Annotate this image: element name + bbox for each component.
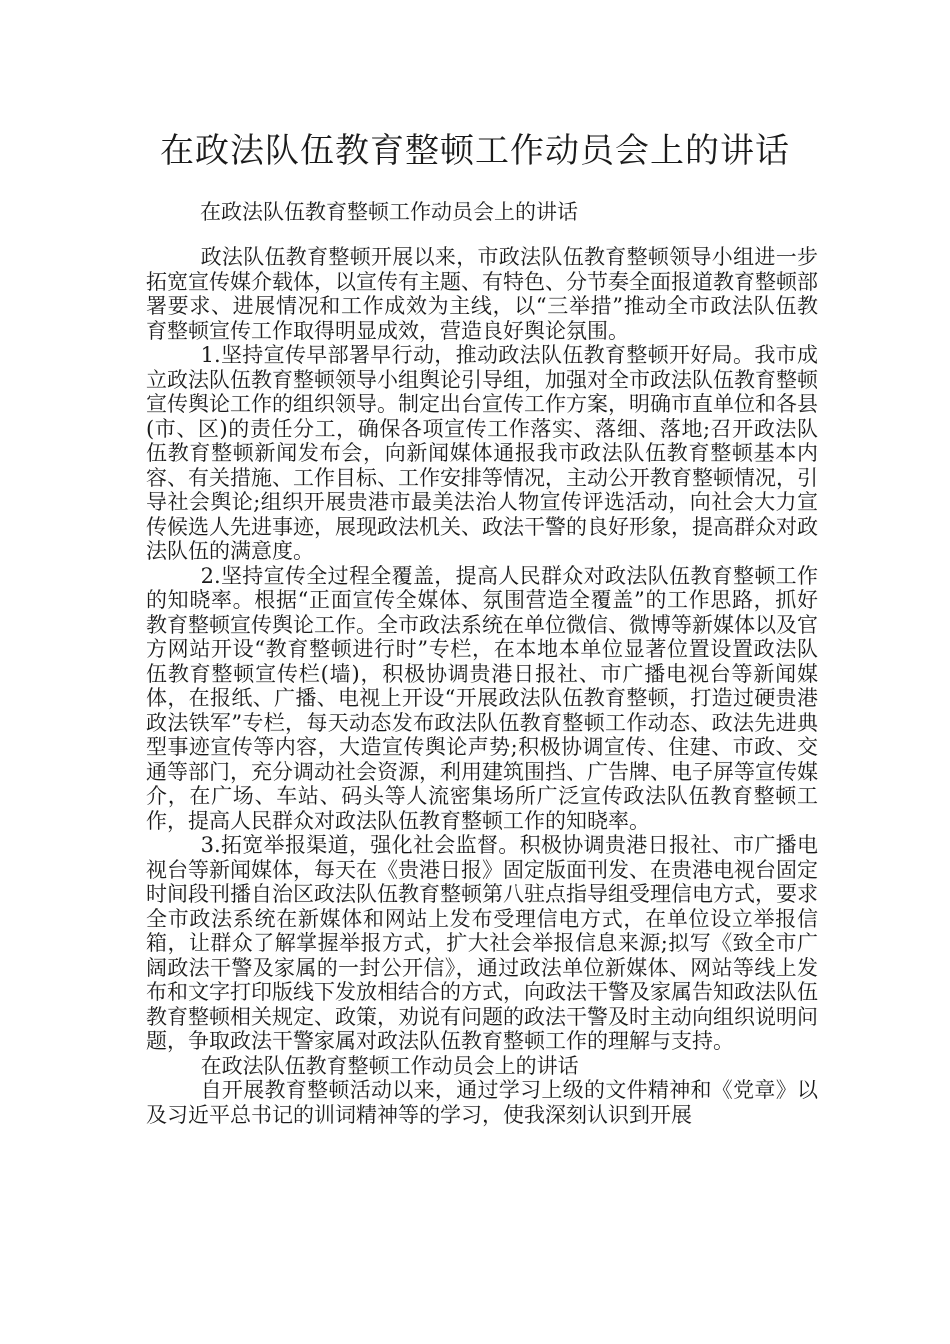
paragraph-point-2: 2.坚持宣传全过程全覆盖，提高人民群众对政法队伍教育整顿工作的知晓率。根据“正面宣传全媒体、氛围营造全覆盖”的工作思路，抓好教育整顿宣传舆论工作。全市政法系统在单位微信、微博等新媒体以及官方网站开设“教育整顿进行时”专栏，在本地本单位显著位置设置政法队伍教育整顿宣传栏(墙)，积极协调贵港日报社、市广播电视台等新闻媒体，在报纸、广播、电视上开设“开展政法队伍教育整顿，打造过硬贵港政法铁军”专栏，每天动态发布政法队伍教育整顿工作动态、政法先进典型事迹宣传等内容，大造宣传舆论声势;积极协调宣传、住建、市政、交通等部门，充分调动社会资源，利用建筑围挡、广告牌、电子屏等宣传媒介，在广场、车站、码头等人流密集场所广泛宣传政法队伍教育整顿工作，提高人民群众对政法队伍教育整顿工作的知晓率。 bbox=[146, 563, 818, 833]
paragraph-section-intro: 自开展教育整顿活动以来，通过学习上级的文件精神和《党章》以及习近平总书记的训词精神等的学习，使我深刻认识到开展 bbox=[146, 1078, 818, 1127]
document-subtitle: 在政法队伍教育整顿工作动员会上的讲话 bbox=[200, 200, 578, 224]
paragraph-intro: 政法队伍教育整顿开展以来，市政法队伍教育整顿领导小组进一步拓宽宣传媒介载体，以宣传有主题、有特色、分节奏全面报道教育整顿部署要求、进展情况和工作成效为主线，以“三举措”推动全市政法队伍教育整顿宣传工作取得明显成效，营造良好舆论氛围。 bbox=[146, 245, 818, 343]
document-body bbox=[146, 245, 818, 1127]
paragraph-point-1: 1.坚持宣传早部署早行动，推动政法队伍教育整顿开好局。我市成立政法队伍教育整顿领导小组舆论引导组，加强对全市政法队伍教育整顿宣传舆论工作的组织领导。制定出台宣传工作方案，明确市直单位和各县(市、区)的责任分工，确保各项宣传工作落实、落细、落地;召开政法队伍教育整顿新闻发布会，向新闻媒体通报我市政法队伍教育整顿基本内容、有关措施、工作目标、工作安排等情况，主动公开教育整顿情况，引导社会舆论;组织开展贵港市最美法治人物宣传评选活动，向社会大力宣传候选人先进事迹，展现政法机关、政法干警的良好形象，提高群众对政法队伍的满意度。 bbox=[146, 343, 818, 563]
document-title: 在政法队伍教育整顿工作动员会上的讲话 bbox=[160, 131, 790, 171]
paragraph-point-3: 3.拓宽举报渠道，强化社会监督。积极协调贵港日报社、市广播电视台等新闻媒体，每天在《贵港日报》固定版面刊发、在贵港电视台固定时间段刊播自治区政法队伍教育整顿第八驻点指导组受理信电方式，要求全市政法系统在新媒体和网站上发布受理信电方式，在单位设立举报信箱，让群众了解掌握举报方式，扩大社会举报信息来源;拟写《致全市广阔政法干警及家属的一封公开信》，通过政法单位新媒体、网站等线上发布和文字打印版线下发放相结合的方式，向政法干警及家属告知政法队伍教育整顿相关规定、政策，劝说有问题的政法干警及时主动向组织说明问题，争取政法干警家属对政法队伍教育整顿工作的理解与支持。 bbox=[146, 833, 818, 1053]
section-heading: 在政法队伍教育整顿工作动员会上的讲话 bbox=[200, 1053, 579, 1078]
